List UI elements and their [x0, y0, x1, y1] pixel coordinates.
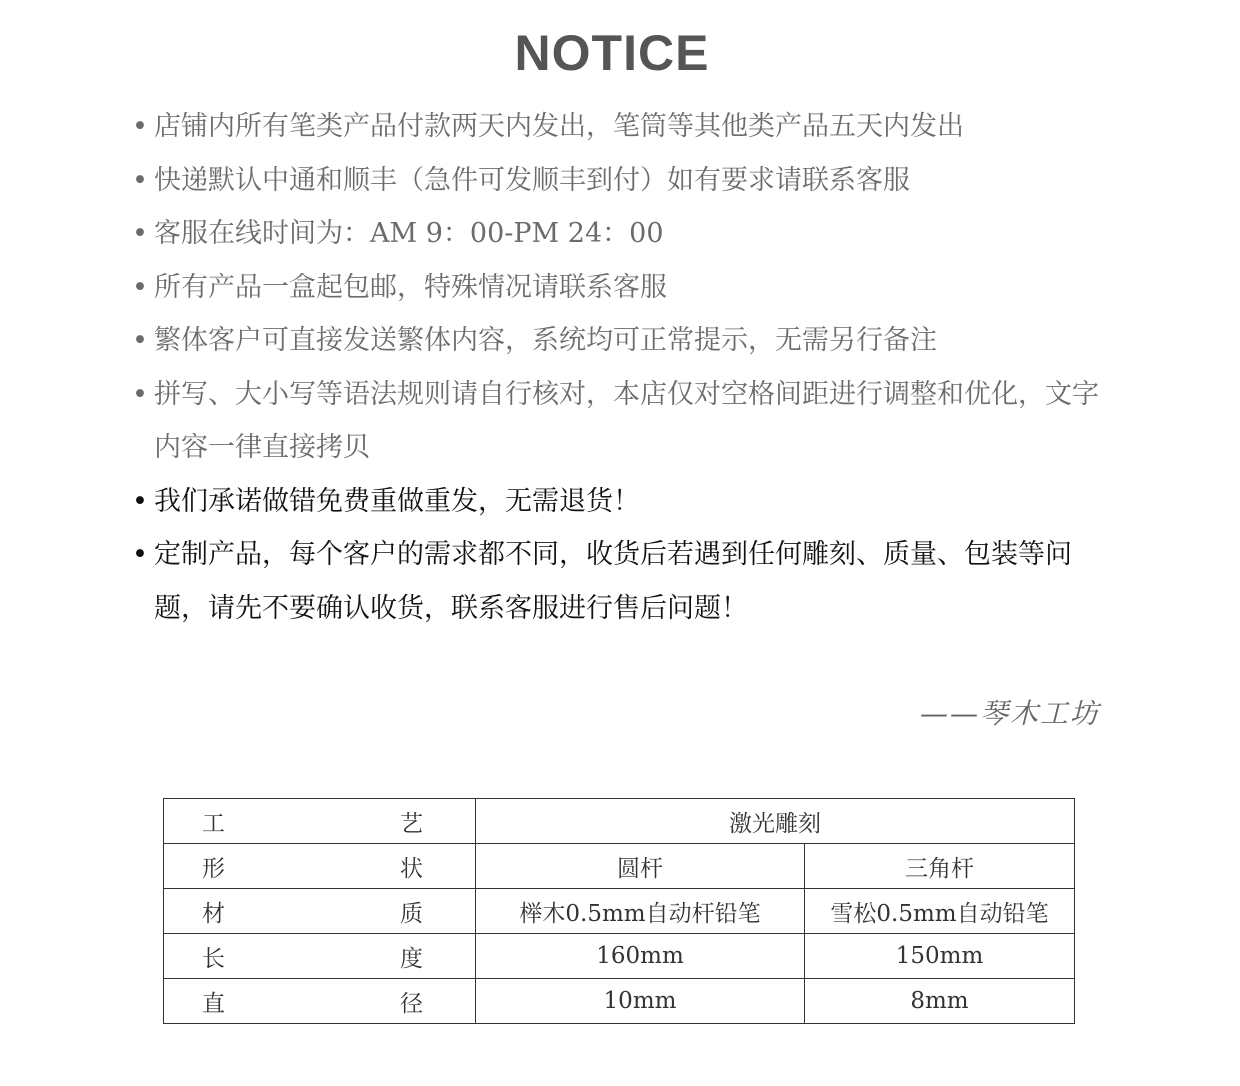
- notice-item-text: 快递默认中通和顺丰（急件可发顺丰到付）如有要求请联系客服: [154, 164, 910, 196]
- notice-item: [132, 207, 1112, 261]
- row-label-char: 质: [400, 900, 423, 927]
- bullet-icon: •: [132, 325, 148, 356]
- bullet-icon: •: [132, 378, 148, 410]
- row-label-char: 工: [202, 810, 225, 837]
- notice-item-text: 拼写、大小写等语法规则请自行核对，本店仅对空格间距进行调整和优化，文字内容一律直接拷贝: [154, 378, 1099, 463]
- bullet-icon: •: [132, 218, 148, 249]
- table-cell: 三角杆: [805, 844, 1075, 889]
- row-label-char: 度: [400, 945, 423, 972]
- shop-signature: ——琴木工坊: [919, 697, 1100, 730]
- notice-item-text: 客服在线时间为：AM 9：00-PM 24：00: [154, 218, 664, 249]
- notice-item: [132, 100, 1112, 154]
- row-label-cell: [164, 889, 476, 934]
- row-label-cell: [164, 934, 476, 979]
- bullet-icon: •: [132, 539, 148, 570]
- table-row: [164, 799, 1075, 844]
- table-cell: 150mm: [805, 934, 1075, 979]
- notice-item-text: 我们承诺做错免费重做重发，无需退货！: [154, 485, 640, 517]
- notice-item-text: 定制产品，每个客户的需求都不同，收货后若遇到任何雕刻、质量、包装等问题，请先不要确认收货，联系客服进行售后问题！: [154, 539, 1072, 624]
- row-label-cell: [164, 844, 476, 889]
- table-cell: 激光雕刻: [476, 799, 1075, 844]
- table-row: [164, 934, 1075, 979]
- table-row: [164, 979, 1075, 1024]
- notice-item-text: 繁体客户可直接发送繁体内容，系统均可正常提示，无需另行备注: [154, 325, 937, 356]
- row-label-char: 形: [202, 855, 225, 882]
- notice-list: [132, 100, 1112, 635]
- notice-item: [132, 368, 1112, 475]
- row-label-char: 径: [400, 990, 423, 1017]
- table-cell: 榉木0.5mm自动杆铅笔: [476, 889, 805, 934]
- notice-item: [132, 154, 1112, 208]
- bullet-icon: •: [132, 271, 148, 303]
- table-cell: 8mm: [805, 979, 1075, 1024]
- table-cell: 雪松0.5mm自动铅笔: [805, 889, 1075, 934]
- table-cell: 10mm: [476, 979, 805, 1024]
- row-label-char: 材: [202, 900, 225, 927]
- row-label-cell: [164, 979, 476, 1024]
- notice-item: [132, 261, 1112, 315]
- table-row: [164, 889, 1075, 934]
- bullet-icon: •: [132, 164, 148, 196]
- table-row: [164, 844, 1075, 889]
- bullet-icon: •: [132, 111, 148, 142]
- product-spec-table: [163, 798, 1075, 1024]
- notice-item: [132, 314, 1112, 368]
- notice-item-emphasis: [132, 475, 1112, 529]
- notice-item-text: 所有产品一盒起包邮，特殊情况请联系客服: [154, 271, 667, 303]
- notice-item-text: 店铺内所有笔类产品付款两天内发出，笔筒等其他类产品五天内发出: [154, 111, 964, 142]
- table-cell: 160mm: [476, 934, 805, 979]
- row-label-char: 艺: [400, 810, 423, 837]
- notice-item-emphasis: [132, 528, 1112, 635]
- table-cell: 圆杆: [476, 844, 805, 889]
- notice-title: NOTICE: [514, 25, 710, 81]
- bullet-icon: •: [132, 485, 148, 517]
- row-label-char: 状: [400, 855, 423, 882]
- row-label-char: 直: [202, 990, 225, 1017]
- row-label-char: 长: [202, 945, 225, 972]
- row-label-cell: [164, 799, 476, 844]
